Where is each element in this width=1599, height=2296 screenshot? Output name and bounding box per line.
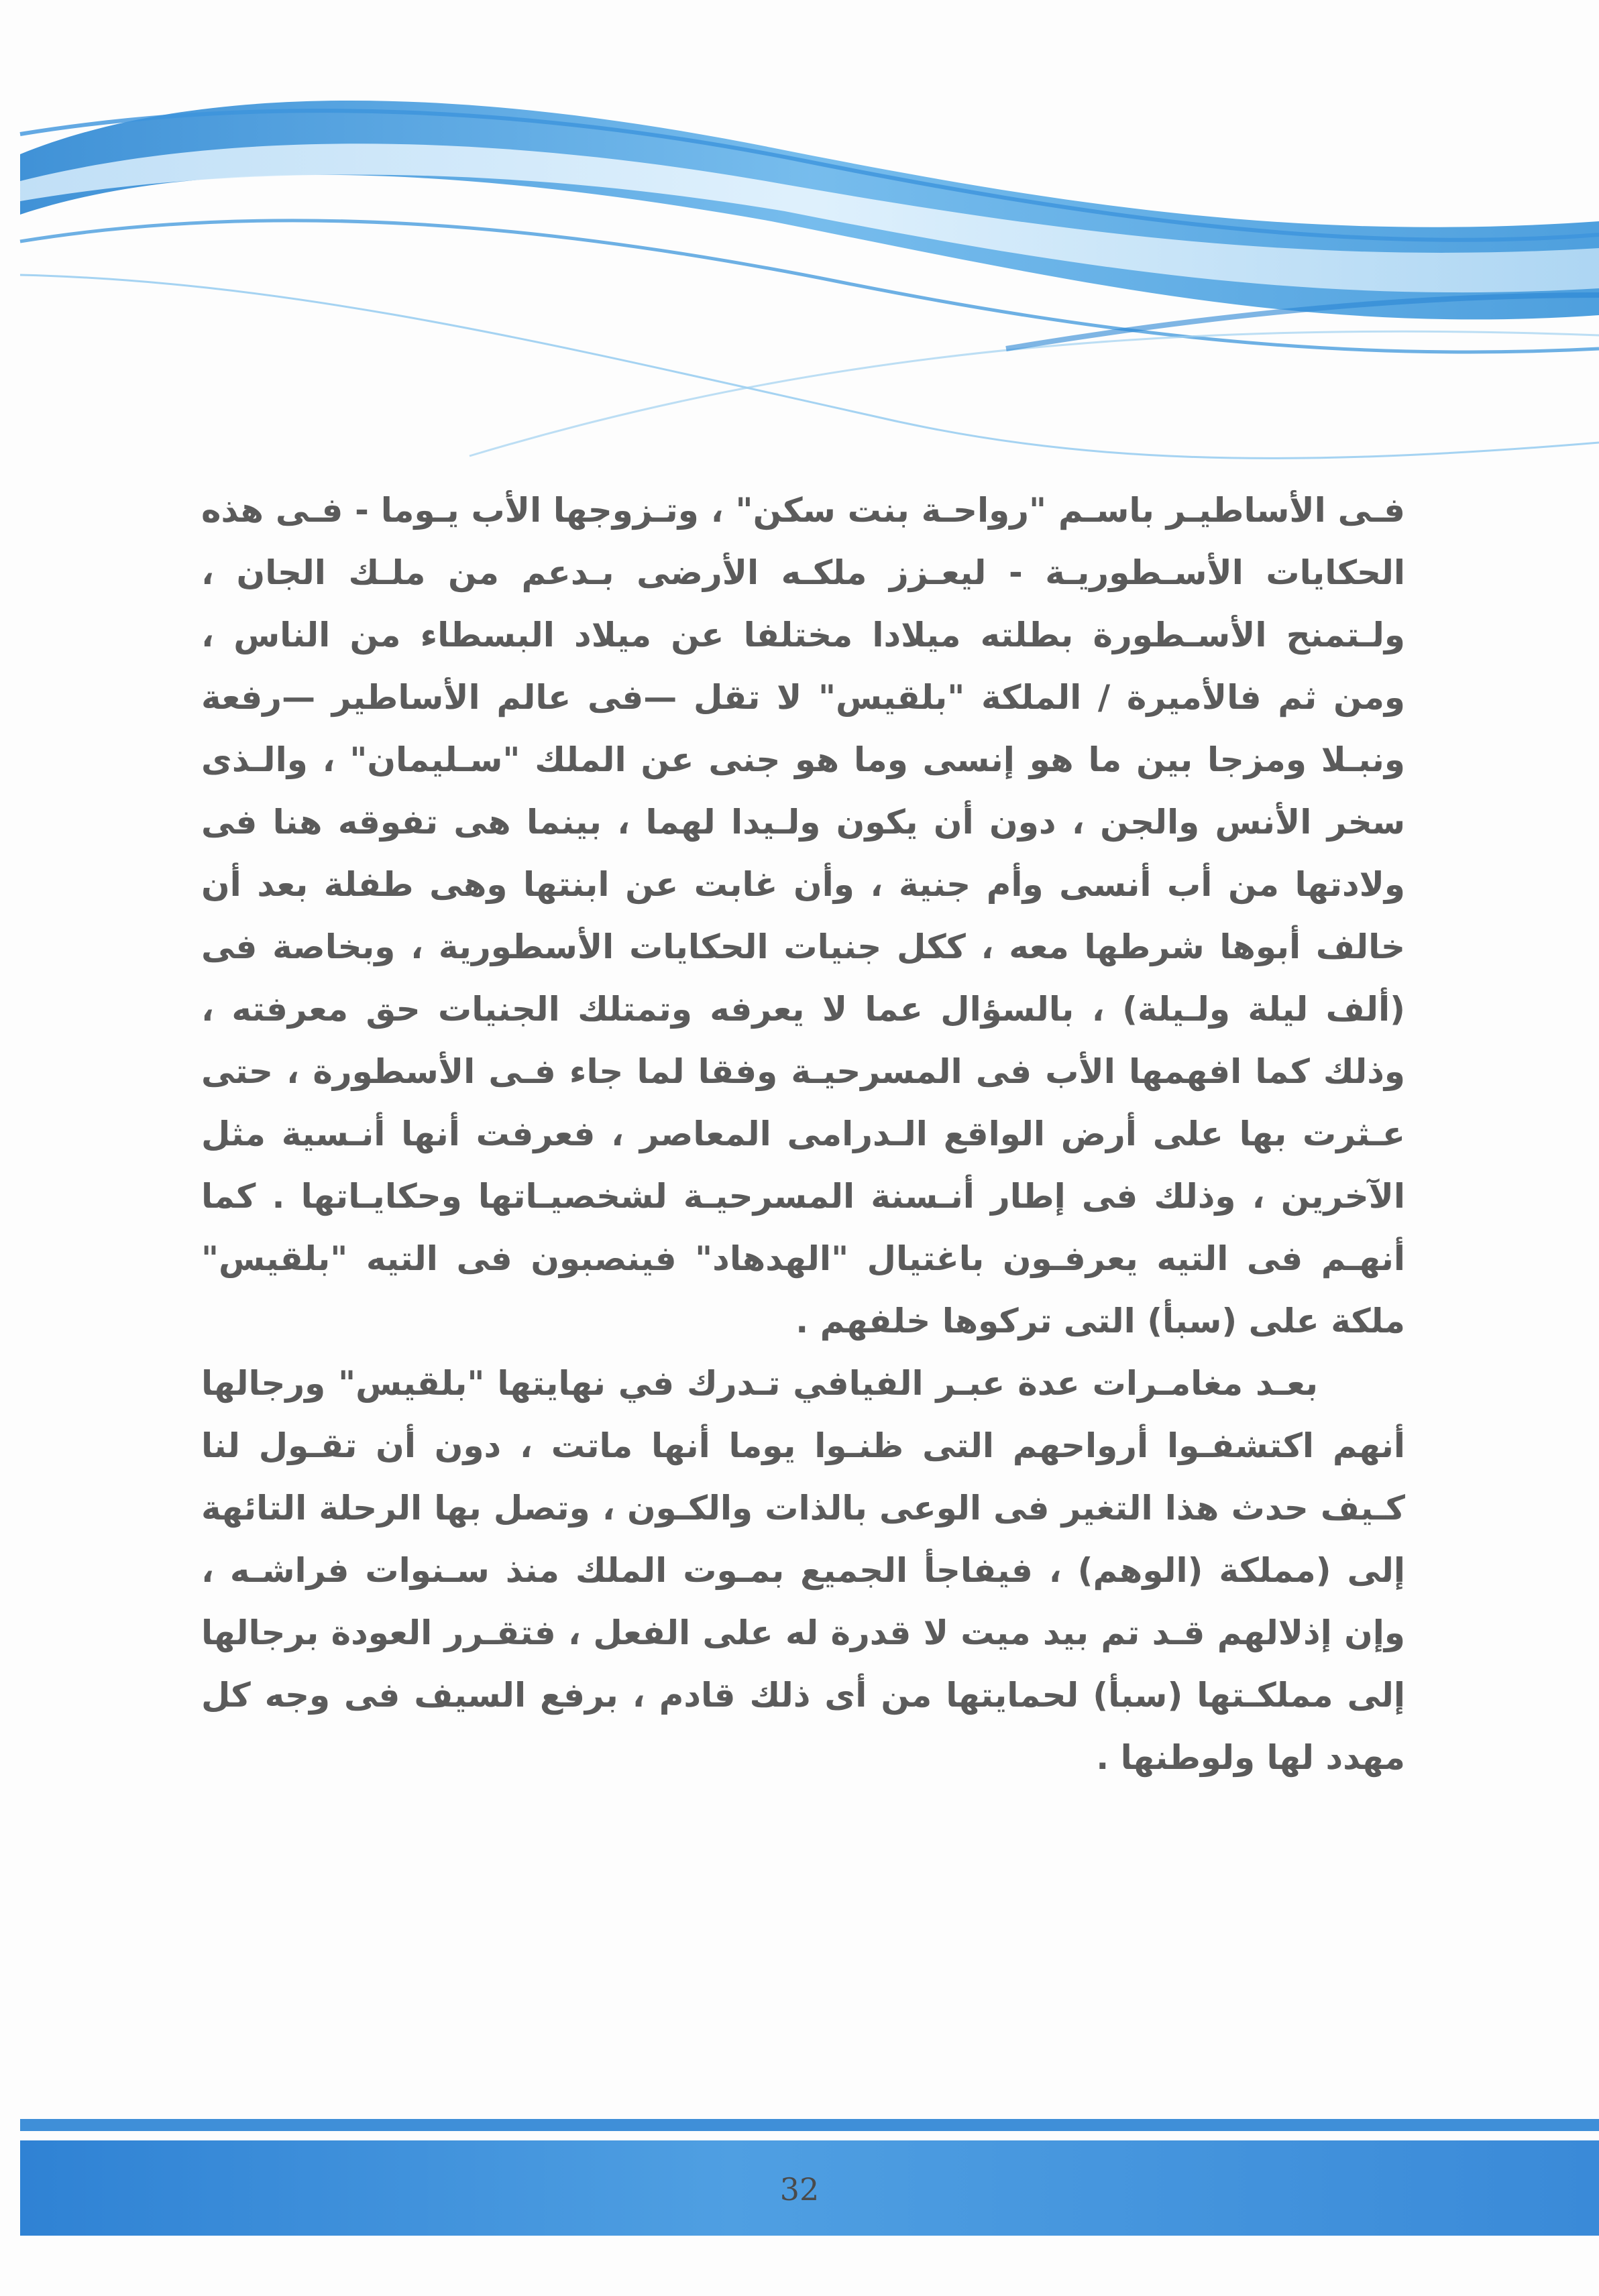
- page-number: 32: [779, 2171, 820, 2207]
- paragraph: بعـد مغامـرات عدة عبـر الفيافي تـدرك في نهايتها "بلقيس" ورجالها أنهم اكتشفـوا أرواحهم التى ظنـوا يوما أنها ماتت ، دون أن تقـول لنا كـيف حدث هذا التغير فى الوعى بالذات والكـون ، وتصل بها الرحلة التائهة إلى (مملكة (الوهم) ، فيفاجأ الجميع بمـوت الملك منذ سـنوات فراشـه ، وإن إذلالهم قـد تم بيد ميت لا قدرة له على الفعل ، فتقـرر العودة برجالها إلى مملكـتها (سبأ) لحمايتها من أى ذلك قادم ، برفع السيف فى وجه كل مهدد لها ولوطنها .: [201, 1364, 1405, 1777]
- header-wave-decoration: [0, 0, 1599, 483]
- article-body: [201, 479, 1405, 1789]
- paragraph: فـى الأساطيـر باسـم "رواحـة بنت سكن" ، وتـزوجها الأب يـوما - فـى هذه الحكايات الأسـطوريـة - ليعـزز ملكـه الأرضى بـدعم من ملـك الجان ، ولـتمنح الأسـطورة بطلته ميلادا مختلفا عن ميلاد البسطاء من الناس ، ومن ثم فالأميرة / الملكة "بلقيس" لا تقل —فى عالم الأساطير —رفعة ونبـلا ومزجا بين ما هو إنسى وما هو جنى عن الملك "سـليمان" ، والـذى سخر الأنس والجن ، دون أن يكون ولـيدا لهما ، بينما هى تفوقه هنا فى ولادتها من أب أنسى وأم جنية ، وأن غابت عن ابنتها وهى طفلة بعد أن خالف أبوها شرطها معه ، ككل جنيات الحكايات الأسطورية ، وبخاصة فى (ألف ليلة ولـيلة) ، بالسؤال عما لا يعرفه وتمتلك الجنيات حق معرفته ، وذلك كما افهمها الأب فى المسرحيـة وفقا لما جاء فـى الأسطورة ، حتى عـثرت بها على أرض الواقع الـدرامى المعاصر ، فعرفت أنها أنـسية مثل الآخرين ، وذلك فى إطار أنـسنة المسرحيـة لشخصيـاتها وحكايـاتها . كما أنهـم فى التيه يعرفـون باغتيال "الهدهاد" فينصبون فى التيه "بلقيس" ملكة على (سبأ) التى تركوها خلفهم .: [201, 491, 1405, 1340]
- footer-thin-stripe: [20, 2119, 1599, 2131]
